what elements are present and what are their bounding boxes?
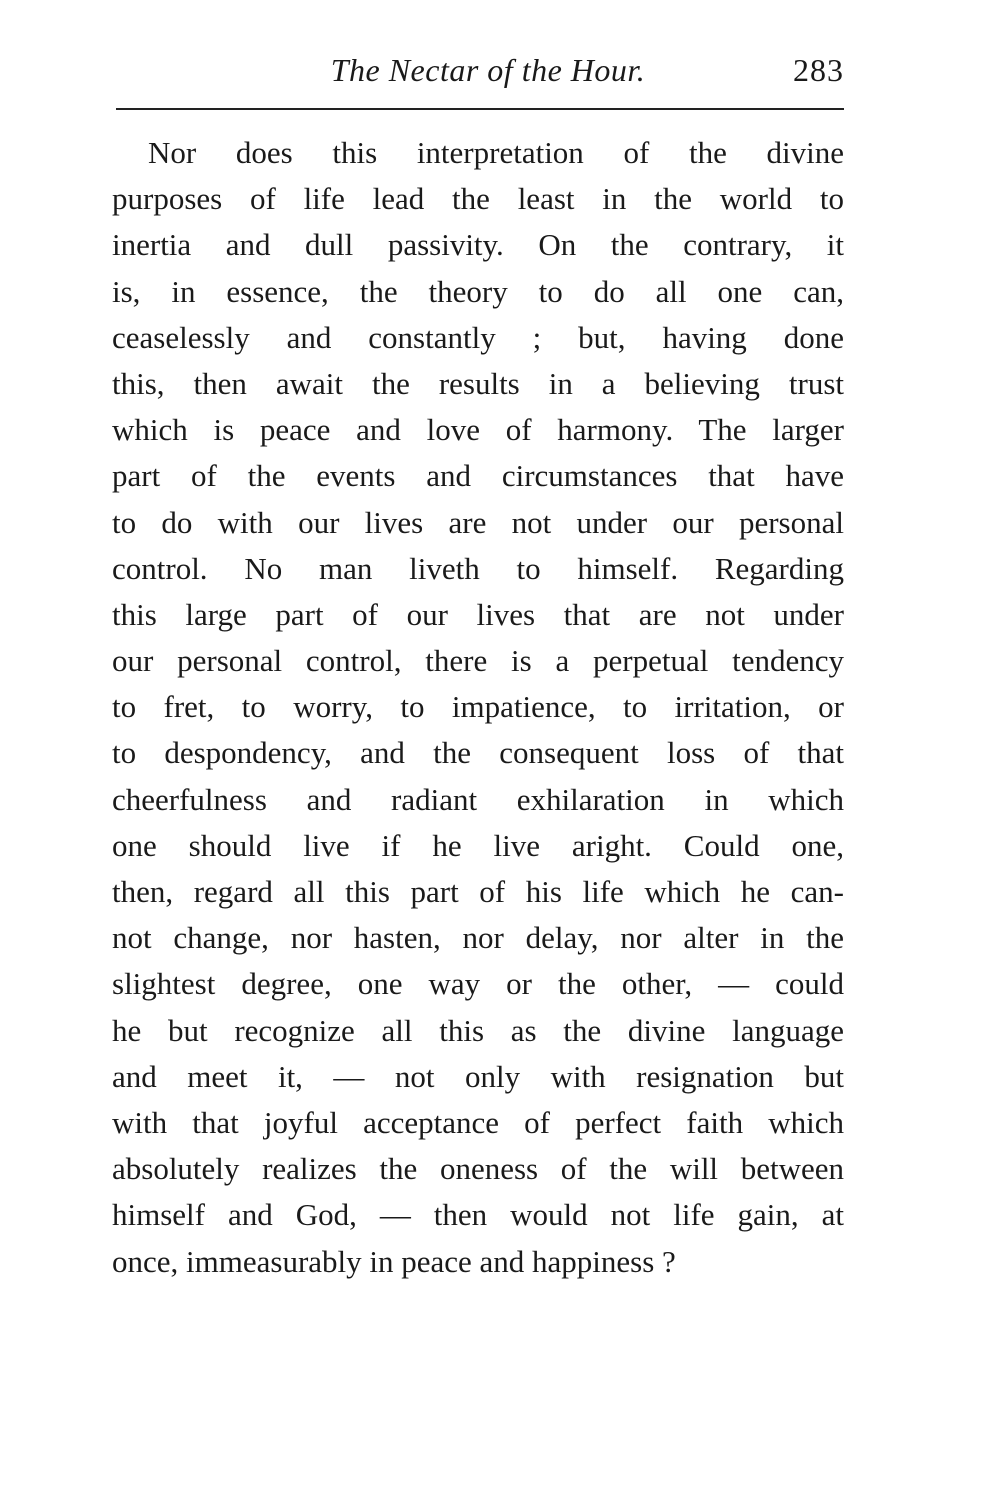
text-line: Nor does this interpretation of the divine (148, 135, 844, 170)
text-line: slightest degree, one way or the other, — could (112, 966, 844, 1002)
text-line: then, regard all this part of his life which he can- (112, 874, 844, 909)
text-line: which is peace and love of harmony. The larger (112, 412, 844, 448)
text-line: part of the events and circumstances that have (112, 458, 844, 494)
text-line: is, in essence, the theory to do all one can, (112, 273, 844, 309)
text-line: to do with our lives are not under our personal (112, 504, 844, 540)
text-line: he but recognize all this as the divine language (112, 1012, 844, 1048)
text-line: not change, nor hasten, nor delay, nor alter in the (112, 920, 844, 956)
text-line: this large part of our lives that are not under (112, 596, 844, 632)
text-line: once, immeasurably in peace and happiness ? (112, 1243, 676, 1279)
text-line: ceaselessly and constantly ; but, having done (112, 319, 844, 355)
text-line: control. No man liveth to himself. Regarding (112, 550, 844, 586)
text-line: purposes of life lead the least in the world to (112, 181, 844, 217)
text-line: absolutely realizes the oneness of the will between (112, 1151, 844, 1187)
text-line: to fret, to worry, to impatience, to irritation, or (112, 689, 844, 725)
text-line: one should live if he live aright. Could one, (112, 827, 844, 863)
body-paragraph (112, 130, 844, 1285)
text-line: cheerfulness and radiant exhilaration in which (112, 781, 844, 817)
text-line: himself and God, — then would not life gain, at (112, 1197, 844, 1233)
header-rule (116, 108, 844, 110)
running-head (112, 48, 844, 92)
text-line: and meet it, — not only with resignation but (112, 1058, 844, 1094)
text-line: with that joyful acceptance of perfect faith which (112, 1104, 844, 1140)
text-line: to despondency, and the consequent loss of that (112, 735, 844, 771)
text-line: inertia and dull passivity. On the contrary, it (112, 227, 844, 263)
running-title: The Nectar of the Hour. (330, 52, 646, 88)
text-line: our personal control, there is a perpetual tendency (112, 643, 844, 679)
text-line: this, then await the results in a believing trust (112, 365, 844, 401)
page-number: 283 (793, 52, 844, 88)
